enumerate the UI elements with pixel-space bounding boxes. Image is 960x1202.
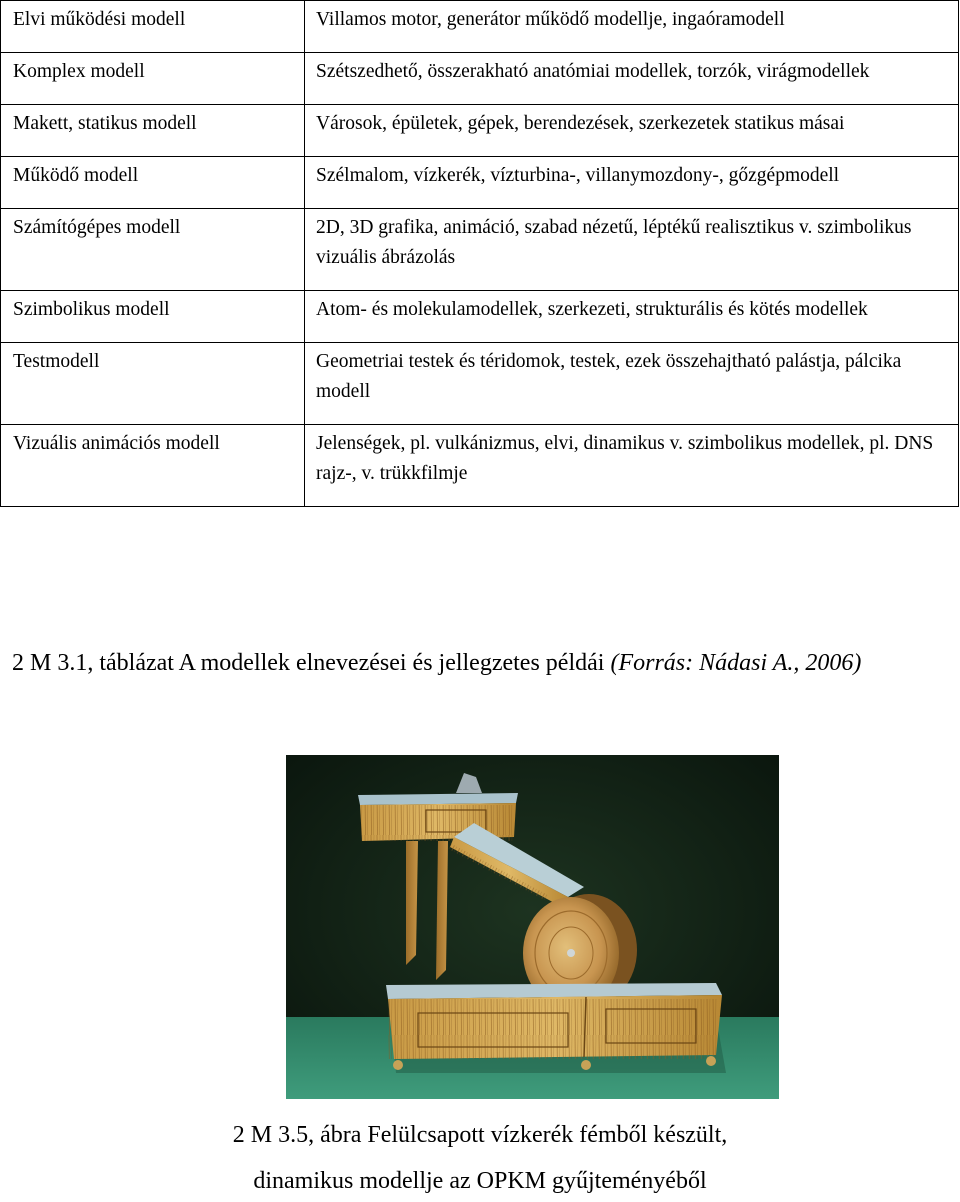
table-row: [1, 343, 959, 425]
model-example-cell: Szétszedhető, összerakható anatómiai modellek, torzók, virágmodellek: [305, 53, 959, 105]
model-name-cell: Testmodell: [1, 343, 305, 425]
figure-caption-line-2: dinamikus modellje az OPKM gyűjteményéből: [253, 1168, 707, 1194]
model-example-cell: Szélmalom, vízkerék, vízturbina-, villanymozdony-, gőzgépmodell: [305, 157, 959, 209]
model-name-cell: Működő modell: [1, 157, 305, 209]
figure-caption-line-1: 2 M 3.5, ábra Felülcsapott vízkerék fémből készült,: [232, 1122, 728, 1148]
table-caption: [12, 650, 861, 677]
table-row: [1, 53, 959, 105]
model-name-cell: Számítógépes modell: [1, 209, 305, 291]
waterwheel-model-photo: [286, 755, 779, 1099]
model-name-cell: Elvi működési modell: [1, 1, 305, 53]
table-caption-main: 2 M 3.1, táblázat A modellek elnevezései és jellegzetes példái: [12, 650, 611, 676]
model-example-cell: Villamos motor, generátor működő modellje, ingaóramodell: [305, 1, 959, 53]
model-example-cell: Atom- és molekulamodellek, szerkezeti, strukturális és kötés modellek: [305, 291, 959, 343]
table-row: [1, 209, 959, 291]
model-name-cell: Szimbolikus modell: [1, 291, 305, 343]
model-name-cell: Makett, statikus modell: [1, 105, 305, 157]
models-table: [0, 0, 959, 507]
table-row: [1, 291, 959, 343]
table-caption-source: (Forrás: Nádasi A., 2006): [610, 650, 862, 676]
model-name-cell: Vizuális animációs modell: [1, 425, 305, 507]
model-name-cell: Komplex modell: [1, 53, 305, 105]
model-example-cell: 2D, 3D grafika, animáció, szabad nézetű, léptékű realisztikus v. szimbolikus vizuális ábrázolás: [305, 209, 959, 291]
table-row: [1, 425, 959, 507]
model-example-cell: Jelenségek, pl. vulkánizmus, elvi, dinamikus v. szimbolikus modellek, pl. DNS rajz-, v. trükkfilmje: [305, 425, 959, 507]
model-example-cell: Városok, épületek, gépek, berendezések, szerkezetek statikus másai: [305, 105, 959, 157]
table-row: [1, 105, 959, 157]
model-example-cell: Geometriai testek és téridomok, testek, ezek összehajtható palástja, pálcika modell: [305, 343, 959, 425]
lower-basin: [386, 983, 722, 1059]
table-row: [1, 157, 959, 209]
table-row: [1, 1, 959, 53]
